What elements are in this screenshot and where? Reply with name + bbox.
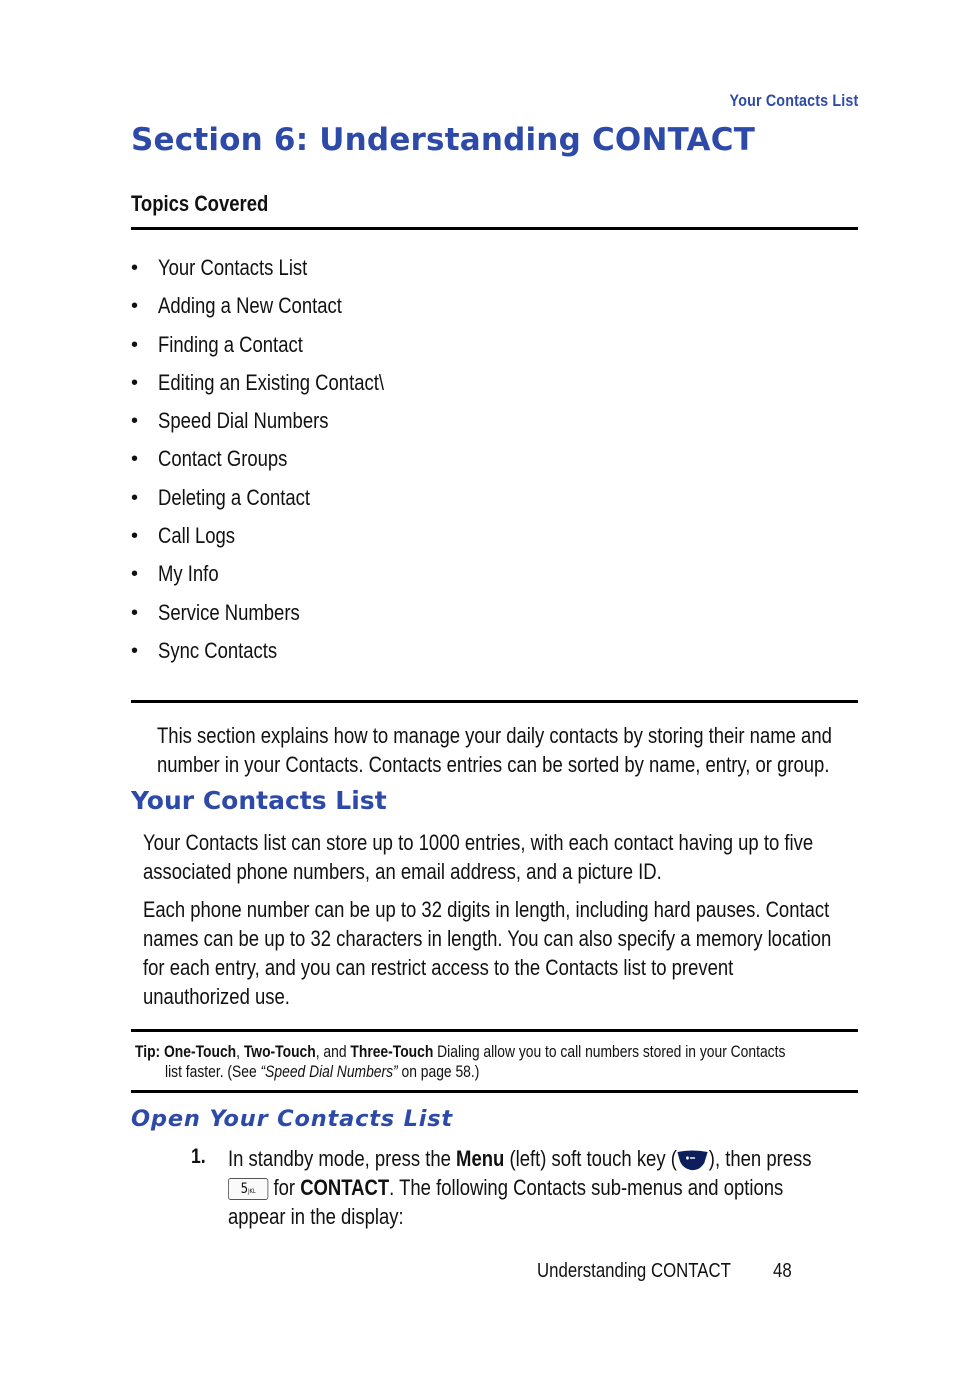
step-1-text: In standby mode, press the Menu (left) soft touch key ( ), then press 5JKL for CONTACT. The following Contacts sub-menus and options appear in the display: — [228, 1146, 812, 1229]
topic-label: Editing an Existing Contact\ — [158, 369, 384, 395]
tip-speed-dial-reference: “Speed Dial Numbers” — [260, 1063, 398, 1081]
tip-bottom-rule — [131, 1090, 858, 1093]
running-head: Your Contacts List — [729, 91, 858, 110]
left-soft-key-icon — [677, 1149, 709, 1171]
section-title: Section 6: Understanding CONTACT — [131, 122, 756, 158]
key-5-jkl-icon: 5JKL — [228, 1178, 268, 1200]
your-contacts-heading: Your Contacts List — [131, 786, 387, 815]
tip-box: Tip: One-Touch, Two-Touch, and Three-Touch Dialing allow you to call numbers stored in your Contacts list faster. (See “Speed Dial Numbers” on page 58.) — [135, 1043, 786, 1081]
bullet-icon: • — [131, 601, 139, 624]
topic-label: Contact Groups — [158, 446, 288, 472]
topic-label: Finding a Contact — [158, 331, 303, 357]
topic-label: Call Logs — [158, 523, 236, 549]
step-number: 1. — [191, 1145, 206, 1168]
topic-label: Sync Contacts — [158, 637, 278, 663]
topics-bottom-rule — [131, 700, 858, 703]
contacts-paragraph-2: Each phone number can be up to 32 digits in length, including hard pauses. Contact names can be up to 32 characters in length. You can also specify a memory location for each entry, and you can restrict access to the Contacts list to prevent unauthorized use. — [143, 897, 832, 1009]
tip-three-touch: Three-Touch — [350, 1043, 434, 1061]
bullet-icon: • — [131, 486, 139, 509]
bullet-icon: • — [131, 295, 139, 318]
bullet-icon: • — [131, 371, 139, 394]
topic-label: Speed Dial Numbers — [158, 408, 329, 434]
footer-title: Understanding CONTACT — [537, 1260, 731, 1282]
page-number: 48 — [773, 1260, 792, 1282]
topics-heading: Topics Covered — [131, 191, 269, 216]
bullet-icon: • — [131, 639, 139, 662]
contact-label: CONTACT — [300, 1175, 390, 1200]
tip-two-touch: Two-Touch — [243, 1043, 316, 1061]
topic-label: My Info — [158, 561, 219, 587]
tip-label: Tip: — [135, 1043, 161, 1061]
open-contacts-heading: Open Your Contacts List — [131, 1106, 453, 1132]
bullet-icon: • — [131, 448, 139, 471]
contacts-paragraph-1: Your Contacts list can store up to 1000 entries, with each contact having up to five associated phone numbers, an email address, and a picture ID. — [143, 830, 814, 884]
tip-top-rule — [131, 1029, 858, 1032]
topic-label: Your Contacts List — [158, 255, 308, 280]
tip-one-touch: One-Touch — [164, 1043, 237, 1061]
topic-label: Deleting a Contact — [158, 484, 311, 510]
bullet-icon: • — [131, 257, 139, 279]
menu-label: Menu — [456, 1146, 505, 1171]
intro-paragraph: This section explains how to manage your daily contacts by storing their name and number in your Contacts. Contacts entries can be sorted by name, entry, or group. — [157, 723, 832, 777]
bullet-icon: • — [131, 410, 139, 433]
topic-label: Service Numbers — [158, 599, 300, 625]
bullet-icon: • — [131, 525, 139, 548]
bullet-icon: • — [131, 563, 139, 586]
bullet-icon: • — [131, 333, 139, 356]
topic-label: Adding a New Contact — [158, 293, 342, 319]
topics-top-rule — [131, 227, 858, 230]
